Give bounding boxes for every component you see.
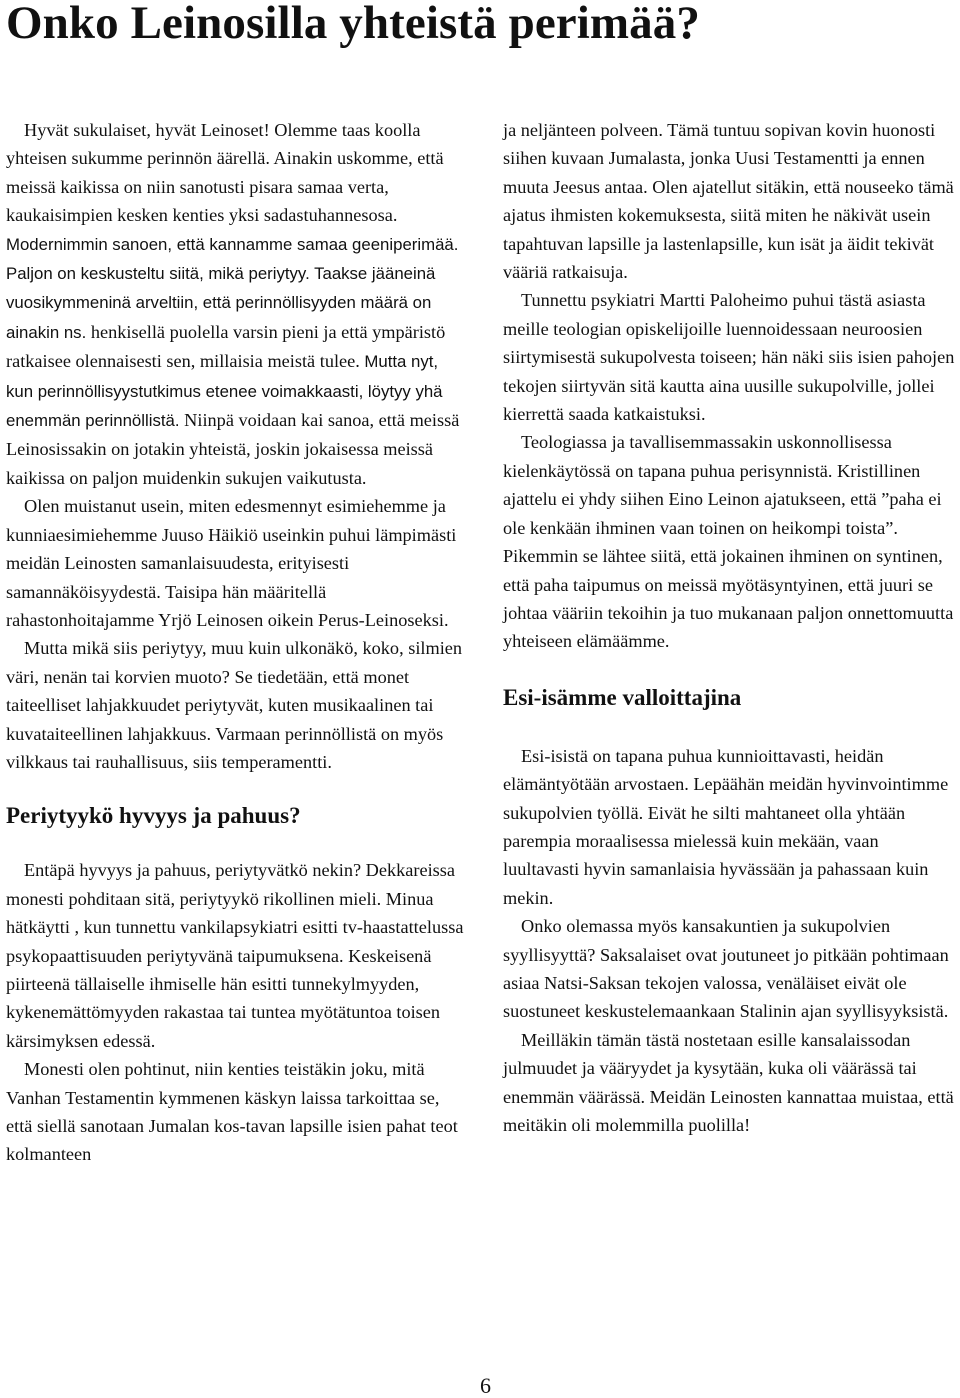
right-paragraph-4: Esi-isistä on tapana puhua kunnioittavasti, heidän elämäntyötään arvostaen. Lepäähän meidän hyvinvointimme sukupolvien työllä. Eivät he silti mahtaneet olla yhtään parempia moraalisessa mielessä kuin mekään, vaan luultavasti hyvin samanlaisia hyvässään ja pahassaan kuin mekin. bbox=[503, 745, 949, 908]
left-paragraph-1-sans-a: Modernimmin sanoen, että kannamme samaa geeniperimää. Paljon on keskusteltu siitä, mikä periytyy. Taakse jääneinä vuosikymmeninä arveltiin, että perinnöllisyyden määrä on ainakin ns. bbox=[6, 234, 459, 342]
left-column bbox=[6, 116, 466, 1169]
right-paragraph-1: ja neljänteen polveen. Tämä tuntuu sopivan kovin huonosti siihen kuvaan Jumalasta, jonka Uusi Testamentti ja ennen muuta Jeesus antaa. Olen ajatellut sitäkin, että nouseeko tämä ajatus ihmisten kokemuksesta, siitä miten he näkivät usein tapahtuvan lapsille ja lastenlapsille, kun isät ja äidit tekivät vääriä ratkaisuja. bbox=[503, 120, 954, 283]
right-paragraph-5: Onko olemassa myös kansakuntien ja sukupolvien syyllisyyttä? Saksalaiset ovat joutuneet jo pitkään pohtimaan asiaa Natsi-Saksan tekojen valossa, venäläiset eivät ole suostuneet keskustelemaankaan Stalinin ajan syyllisyyksistä. bbox=[503, 916, 949, 1022]
left-paragraph-1 bbox=[6, 116, 466, 492]
right-paragraph-6: Meilläkin tämän tästä nostetaan esille kansalaissodan julmuudet ja vääryydet ja kysytään, kuka oli väärässä tai enemmän väärässä. Meidän Leinosten kannattaa muistaa, että meitäkin oli molemmilla puolilla! bbox=[503, 1029, 954, 1135]
right-column bbox=[503, 116, 955, 1139]
left-paragraph-4: Entäpä hyvyys ja pahuus, periytyvätkö nekin? Dekkareissa monesti pohditaan sitä, periytyykö rikollinen mieli. Minua hätkäytti , kun tunnettu vankilapsykiatri esitti tv-haastattelussa psykopaattisuuden periytyvänä taipumuksena. Keskeisenä piirteenä tällaiselle ihmiselle hän esitti tunnekylmyyden, kykenemättömyyden rakastaa tai tuntea myötätuntoa toisen kärsimyksen edessä. bbox=[6, 860, 464, 1051]
left-paragraph-3: Mutta mikä siis periytyy, muu kuin ulkonäkö, koko, silmien väri, nenän tai korvien muoto? Se tiedetään, että monet taiteelliset lahjakkuudet periytyvät, kuten musikaalinen tai kuvataiteellinen lahjakkuus. Varmaan perinnöllistä on myös vilkkaus tai rauhallisuus, siis temperamentti. bbox=[6, 638, 463, 772]
right-paragraph-2: Tunnettu psykiatri Martti Paloheimo puhui tästä asiasta meille teologian opiskelijoille luennoidessaan neuroosien siirtymisestä sukupolvesta toiseen; hän näki siis isien pahojen tekojen siirtyvän sitä kautta aina uusille sukupolville, jollei kierrettä saada katkaistuksi. bbox=[503, 290, 955, 425]
left-paragraph-2: Olen muistanut usein, miten edesmennyt esimiehemme ja kunniaesimiehemme Juuso Häikiö useinkin puhui lämpimästi meidän Leinosten samanlaisuudesta, erityisesti samannäköisyydestä. Taisipa hän määritellä rahastonhoitajamme Yrjö Leinosen oikein Perus-Leinoseksi. bbox=[6, 496, 457, 630]
left-paragraph-1-sans-b: Mutta nyt, kun perinnöllisyystutkimus etenee voimakkaasti, löytyy yhä enemmän perinnöllistä. bbox=[6, 352, 443, 431]
section-heading-hyvyys: Periytyykö hyvyys ja pahuus? bbox=[6, 803, 301, 829]
left-paragraph-5: Monesti olen pohtinut, niin kenties teistäkin joku, mitä Vanhan Testamentin kymmenen käskyn laissa tarkoittaa se, että siellä sanotaan Jumalan kos-tavan lapsille isien pahat teot kolmanteen bbox=[6, 1059, 458, 1165]
section-heading-esi-isamme: Esi-isämme valloittajina bbox=[503, 684, 742, 710]
left-paragraph-1-serif-c: Niinpä voidaan kai sanoa, että meissä Leinosissakin on jotakin yhteistä, joskin jokaisessa meissä kaikissa on paljon muidenkin sukujen vaikutusta. bbox=[6, 410, 460, 488]
page-number: 6 bbox=[480, 1373, 491, 1398]
left-paragraph-1-serif-b: henkisellä puolella varsin pieni ja että ympäristö ratkaisee olennaisesti sen, millaisia meistä tulee. bbox=[6, 321, 446, 372]
right-paragraph-3: Teologiassa ja tavallisemmassakin uskonnollisessa kielenkäytössä on tapana puhua perisynnistä. Kristillinen ajattelu ei yhdy siihen Eino Leinon ajatukseen, että ”paha ei ole kenkään ihminen vaan toinen on heikompi toista”. Pikemmin se lähtee siitä, että jokainen ihminen on syntinen, että paha taipumus on meissä myötäsyntyinen, että juuri se johtaa vääriin tekoihin ja tuo mukanaan paljon onnettomuutta yhteiseen elämäämme. bbox=[503, 432, 954, 652]
article-title: Onko Leinosilla yhteistä perimää? bbox=[6, 0, 700, 49]
left-paragraph-1-serif-a: Hyvät sukulaiset, hyvät Leinoset! Olemme taas koolla yhteisen sukumme perinnön äärellä. Ainakin uskomme, että meissä kaikissa on niin sanotusti pisara samaa verta, kaukaisimpien kesken kenties yksi sadastuhannesosa. bbox=[6, 120, 444, 226]
